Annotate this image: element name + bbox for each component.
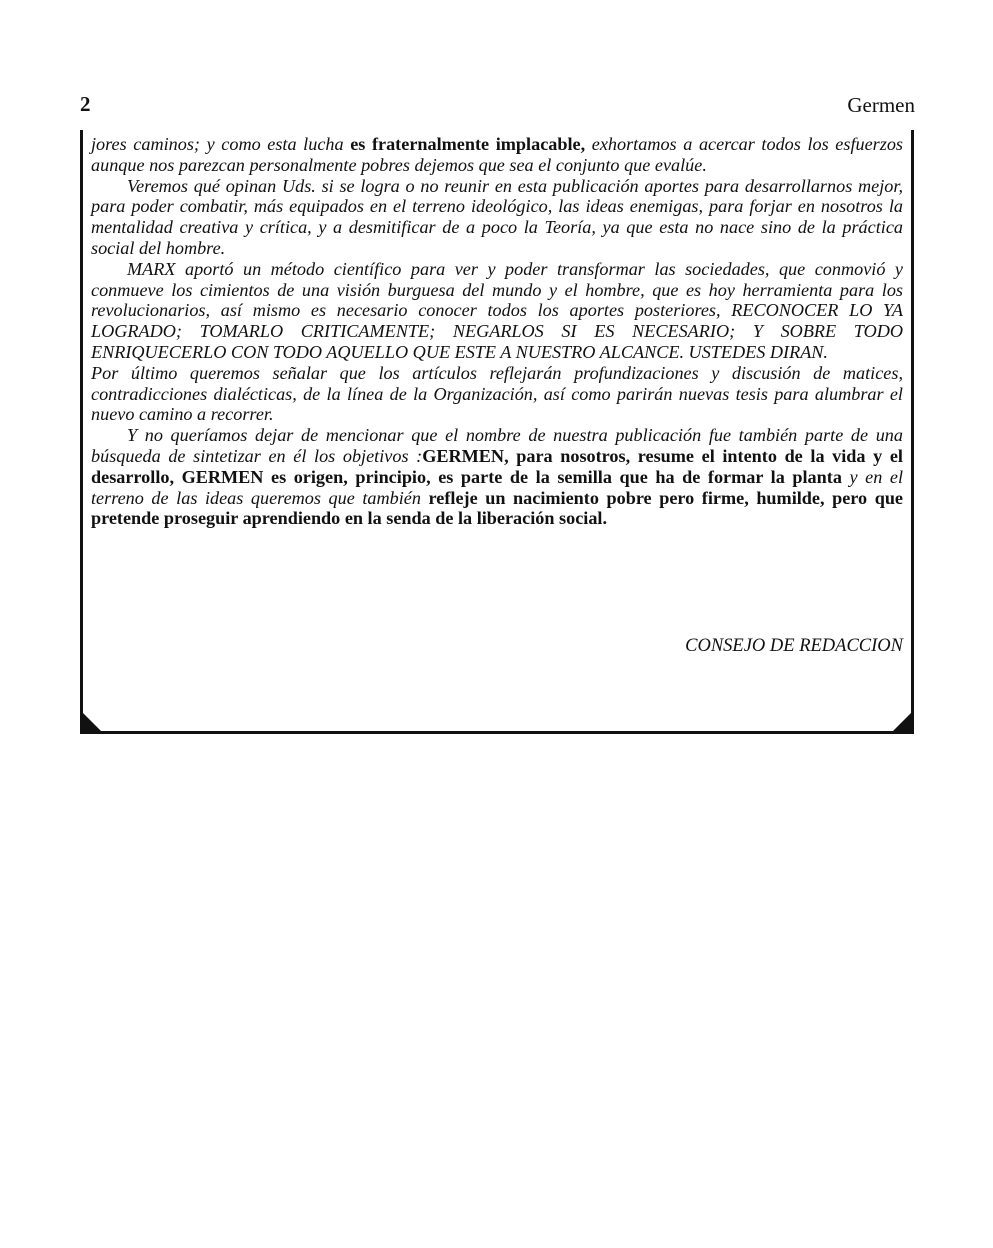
paragraph-5-part-a: Y no queríamos dejar de mencionar que el nombre de nuestra publicación fue también parte de una búsqueda de sintetizar en él los objetivos : — [91, 425, 903, 466]
signature: CONSEJO DE REDACCION — [685, 636, 903, 656]
paragraph-1-part-c: exhortamos a acercar todos los esfuerzos aunque nos parezcan personalmente pobres dejemos que sea el conjunto que evalúe. — [91, 134, 903, 175]
paragraph-3: MARX aportó un método científico para ver y poder transformar las sociedades, que conmovió y conmueve los cimientos de una visión burguesa del mundo y el hombre, que es hoy herramienta para los revolucionarios, así mismo es necesario conocer todos los aportes posteriores, RECONOCER LO YA LOGRADO; TOMARLO CRITICAMENTE; NEGARLOS SI ES NECESARIO; Y SOBRE TODO ENRIQUECERLO CON TODO AQUELLO QUE ESTE A NUESTRO ALCANCE. USTEDES DIRAN. — [91, 258, 903, 362]
frame-corner-right — [893, 713, 911, 731]
paragraph-4: Por último queremos señalar que los artículos reflejarán profundizaciones y discusión de matices, contradicciones dialécticas, de la línea de la Organización, así como parirán nuevas tesis para alumbrar el nuevo camino a recorrer. — [91, 362, 903, 425]
editorial-body — [91, 134, 903, 529]
page-number: 2 — [80, 92, 91, 116]
running-header: Germen — [847, 93, 915, 117]
paragraph-5-part-d: refleje un nacimiento pobre pero firme, humilde, pero que pretende proseguir aprendiendo en la senda de la liberación social. — [91, 487, 904, 529]
paragraph-5 — [91, 425, 903, 529]
paragraph-2: Veremos qué opinan Uds. si se logra o no reunir en esta publicación aportes para desarrollarnos mejor, para poder combatir, más equipados en el terreno ideológico, las ideas enemigas, para forjar en nosotros la mentalidad creativa y crítica, y a desmitificar de a poco la Teoría, ya que esta no nace sino de la práctica social del hombre. — [91, 175, 903, 258]
paragraph-5-part-c: y en el terreno de las ideas queremos que también — [91, 466, 904, 508]
paragraph-5-part-b: GERMEN, para nosotros, resume el intento de la vida y el desarrollo, GERMEN es origen, principio, es parte de la semilla que ha de formar la planta — [91, 445, 903, 487]
paragraph-1-part-b: es fraternalmente implacable, — [350, 134, 586, 154]
paragraph-1-part-a: jores caminos; y como esta lucha — [91, 134, 344, 154]
frame-corner-left — [83, 713, 101, 731]
paragraph-1 — [91, 134, 903, 176]
editorial-frame — [80, 130, 914, 734]
